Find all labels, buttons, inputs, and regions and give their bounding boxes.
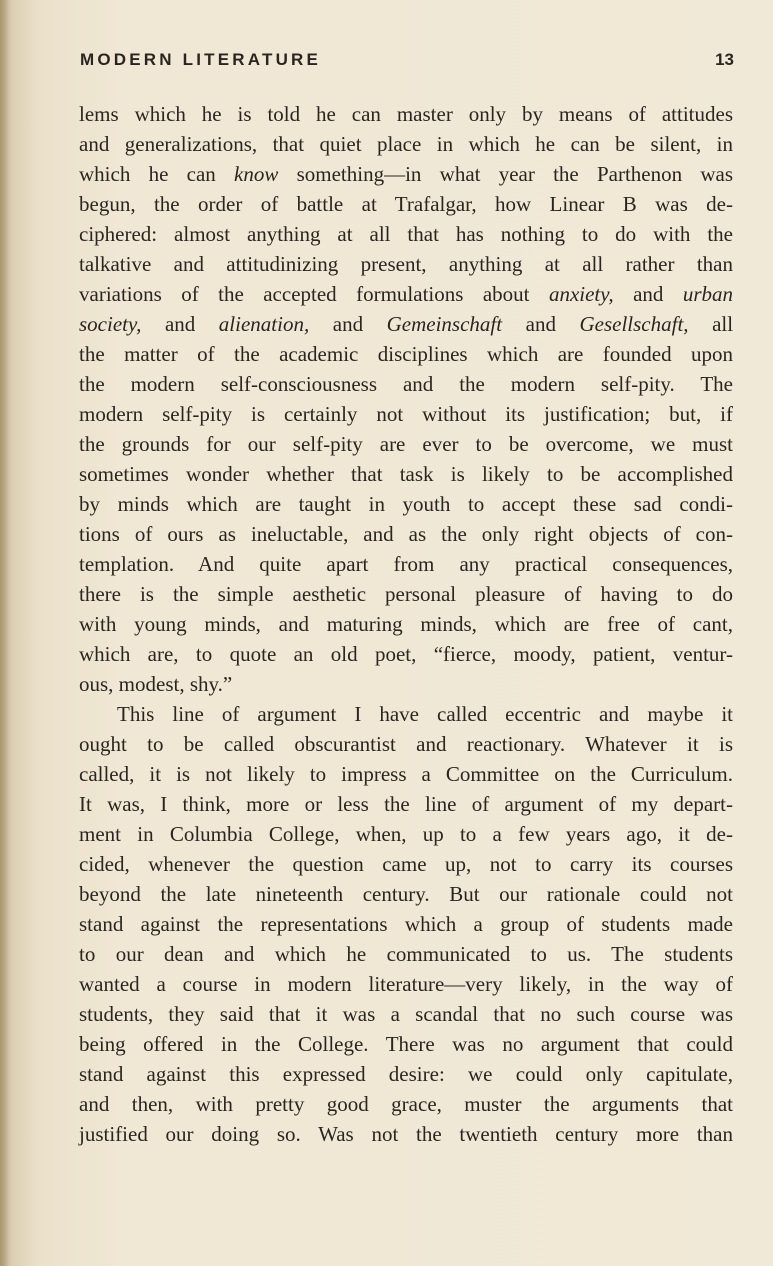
italic-term: Gesellschaft,	[579, 312, 689, 336]
text-line: stand against the representations which a group of students made	[79, 912, 733, 936]
italic-term: know	[234, 162, 279, 186]
text-line: ment in Columbia College, when, up to a few years ago, it de-	[79, 822, 733, 846]
text-line: talkative and attitudinizing present, anything at all rather than	[79, 252, 733, 276]
paragraph-1	[79, 99, 733, 699]
page-number: 13	[715, 50, 734, 69]
text-line: with young minds, and maturing minds, which are free of cant,	[79, 612, 733, 636]
text-line: tions of ours as ineluctable, and as the only right objects of con-	[79, 522, 733, 546]
text-line: ought to be called obscurantist and reactionary. Whatever it is	[79, 732, 733, 756]
text-line: This line of argument I have called eccentric and maybe it	[117, 702, 733, 726]
text-line: there is the simple aesthetic personal pleasure of having to do	[79, 582, 733, 606]
text-line: lems which he is told he can master only by means of attitudes	[79, 102, 733, 126]
text-line: society, and alienation, and Gemeinschaft and Gesellschaft, all	[79, 312, 734, 336]
text-line: and generalizations, that quiet place in which he can be silent, in	[79, 132, 733, 156]
text-line: wanted a course in modern literature—very likely, in the way of	[79, 972, 733, 996]
text-line: justified our doing so. Was not the twentieth century more than	[79, 1122, 733, 1146]
paragraph-2	[79, 699, 733, 1149]
text-line: which he can know something—in what year the Parthenon was	[79, 162, 734, 186]
text-line: and then, with pretty good grace, muster the arguments that	[79, 1092, 733, 1116]
text-line: ous, modest, shy.”	[79, 672, 233, 696]
running-title: MODERN LITERATURE	[80, 50, 322, 69]
text-line: cided, whenever the question came up, not to carry its courses	[79, 852, 733, 876]
text-line: to our dean and which he communicated to us. The students	[79, 942, 733, 966]
running-header	[80, 50, 736, 80]
text-line: being offered in the College. There was no argument that could	[79, 1032, 733, 1056]
text-line: ciphered: almost anything at all that has nothing to do with the	[79, 222, 733, 246]
text-line: It was, I think, more or less the line of argument of my depart-	[79, 792, 733, 816]
text-line: beyond the late nineteenth century. But our rationale could not	[79, 882, 733, 906]
text-line: sometimes wonder whether that task is likely to be accomplished	[79, 462, 733, 486]
text-line: students, they said that it was a scandal that no such course was	[79, 1002, 733, 1026]
text-line: variations of the accepted formulations about anxiety, and urban	[79, 282, 734, 306]
text-line: stand against this expressed desire: we could only capitulate,	[79, 1062, 733, 1086]
text-line: the grounds for our self-pity are ever to be overcome, we must	[79, 432, 733, 456]
page-gutter-shadow	[0, 0, 10, 1266]
body-text	[79, 99, 733, 1149]
italic-term: alienation,	[218, 312, 310, 336]
italic-term: urban	[682, 282, 734, 306]
text-line: which are, to quote an old poet, “fierce, moody, patient, ventur-	[79, 642, 733, 666]
text-line: templation. And quite apart from any practical consequences,	[79, 552, 733, 576]
text-line: called, it is not likely to impress a Committee on the Curriculum.	[79, 762, 733, 786]
text-line: the matter of the academic disciplines which are founded upon	[79, 342, 733, 366]
italic-term: society,	[79, 312, 142, 336]
italic-term: Gemeinschaft	[386, 312, 503, 336]
text-line: modern self-pity is certainly not without its justification; but, if	[79, 402, 733, 426]
text-line: by minds which are taught in youth to accept these sad condi-	[79, 492, 733, 516]
text-line: begun, the order of battle at Trafalgar, how Linear B was de-	[79, 192, 733, 216]
italic-term: anxiety,	[548, 282, 614, 306]
text-line: the modern self-consciousness and the modern self-pity. The	[79, 372, 733, 396]
